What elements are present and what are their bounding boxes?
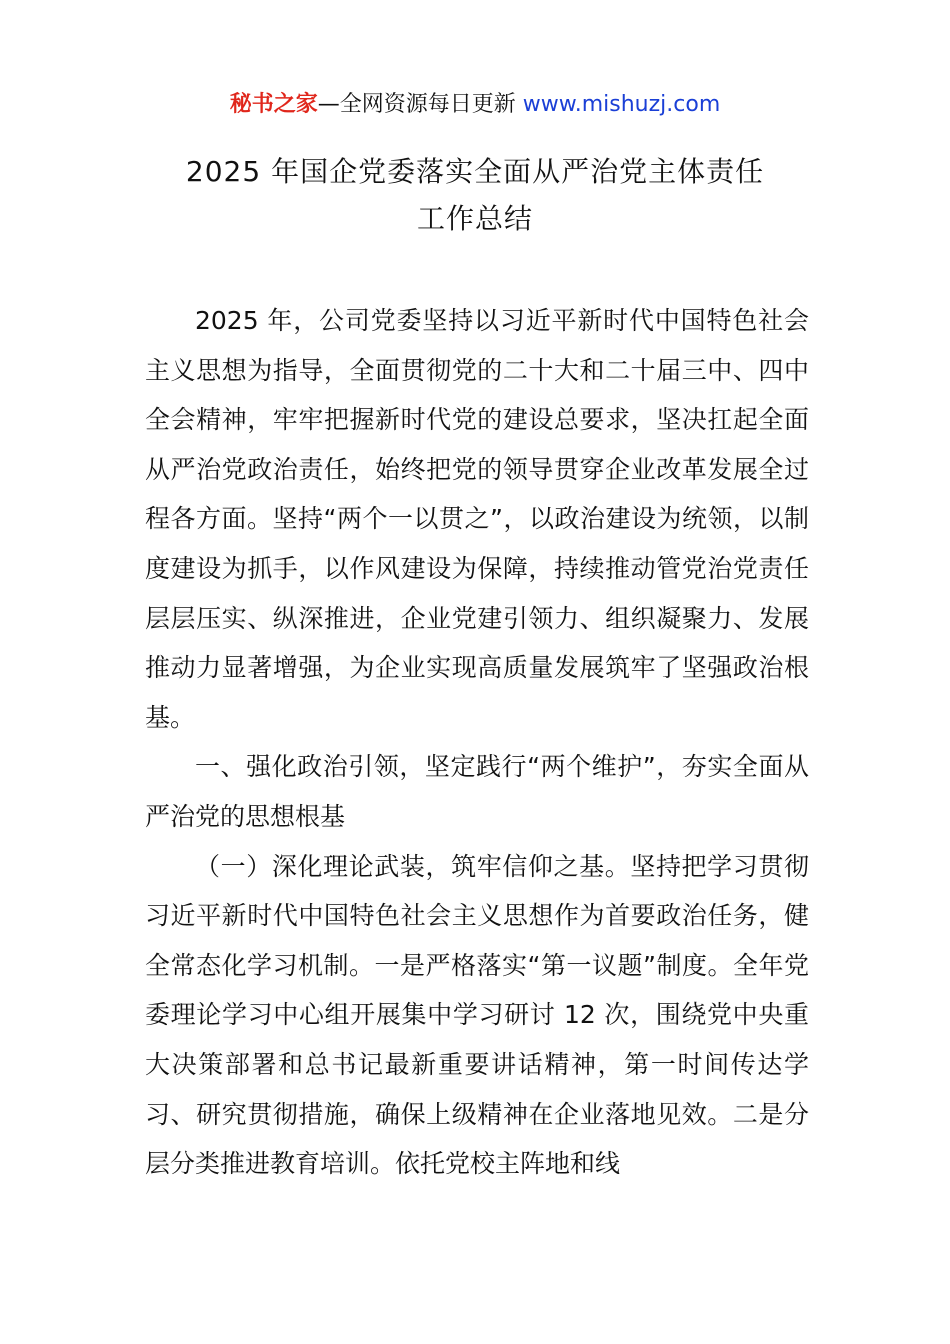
site-header [0,88,950,122]
intro-paragraph: 2025 年，公司党委坚持以习近平新时代中国特色社会主义思想为指导，全面贯彻党的二十大和二十届三中、四中全会精神，牢牢把握新时代党的建设总要求，坚决扛起全面从严治党政治责任，始终把党的领导贯穿企业改革发展全过程各方面。坚持“两个一以贯之”，以政治建设为统领，以制度建设为抓手，以作风建设为保障，持续推动管党治党责任层层压实、纵深推进，企业党建引领力、组织凝聚力、发展推动力显著增强，为企业实现高质量发展筑牢了坚强政治根基。 [145,306,809,732]
document-body [145,296,809,1189]
brand-name: 秘书之家 [229,92,318,117]
document-title [100,148,850,242]
section-heading-1: 一、强化政治引领，坚定践行“两个维护”，夯实全面从严治党的思想根基 [145,752,809,831]
title-line-2: 工作总结 [416,202,533,235]
site-url-link[interactable]: www.mishuzj.com [522,92,721,117]
subsection-paragraph-1: （一）深化理论武装，筑牢信仰之基。坚持把学习贯彻习近平新时代中国特色社会主义思想作为首要政治任务，健全常态化学习机制。一是严格落实“第一议题”制度。全年党委理论学习中心组开展集中学习研讨 12 次，围绕党中央重大决策部署和总书记最新重要讲话精神，第一时间传达学习、研究贯彻措施，确保上级精神在企业落地见效。二是分层分类推进教育培训。依托党校主阵地和线 [145,851,809,1179]
title-line-1: 2025 年国企党委落实全面从严治党主体责任 [185,155,765,188]
header-tagline: —全网资源每日更新 [317,92,523,117]
